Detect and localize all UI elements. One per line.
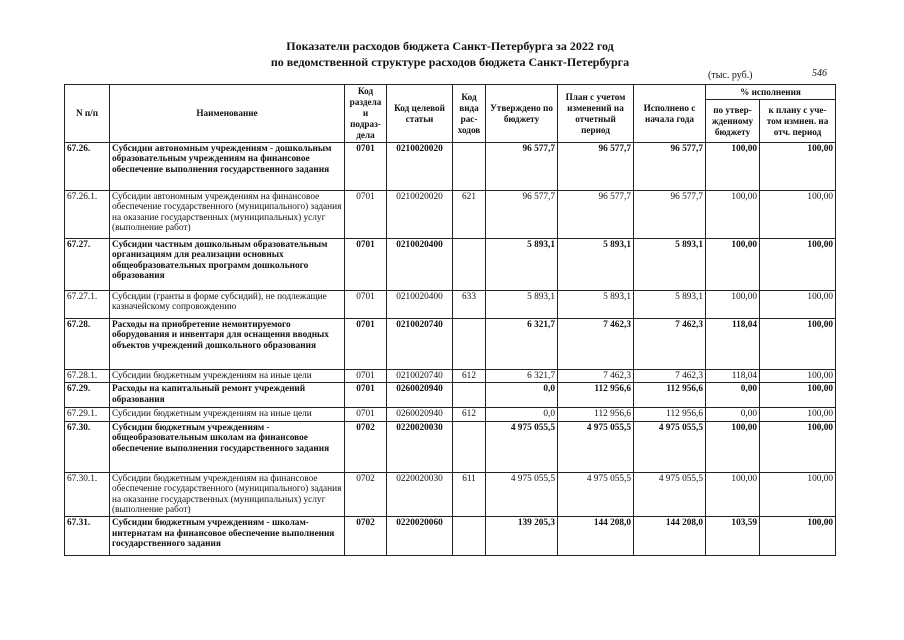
row-pct-plan: 100,00 (760, 421, 836, 472)
row-name: Субсидии бюджетным учреждениям на иные цели (110, 408, 345, 421)
row-pct-approved: 100,00 (706, 239, 760, 291)
row-number: 67.28.1. (65, 370, 110, 383)
row-pct-plan: 100,00 (760, 370, 836, 383)
row-number: 67.27.1. (65, 291, 110, 319)
row-name: Субсидии автономным учреждениям - дошкольным образовательным учреждениям на финансовое обеспечение выполнения государственного задания (110, 143, 345, 191)
row-section-code: 0701 (345, 291, 387, 319)
row-name: Субсидии бюджетным учреждениям - школам-интернатам на финансовое обеспечение выполнения государственного задания (110, 517, 345, 556)
row-executed: 96 577,7 (634, 191, 706, 239)
row-pct-approved: 100,00 (706, 291, 760, 319)
table-row (65, 191, 836, 239)
row-number: 67.27. (65, 239, 110, 291)
row-section-code: 0702 (345, 472, 387, 517)
row-type-code (453, 319, 486, 370)
table-row (65, 291, 836, 319)
row-approved: 6 321,7 (486, 319, 558, 370)
row-pct-approved: 100,00 (706, 472, 760, 517)
row-pct-plan: 100,00 (760, 319, 836, 370)
row-pct-approved: 0,00 (706, 383, 760, 408)
row-pct-plan: 100,00 (760, 143, 836, 191)
table-row (65, 421, 836, 472)
row-pct-plan: 100,00 (760, 291, 836, 319)
row-type-code: 633 (453, 291, 486, 319)
row-approved: 5 893,1 (486, 239, 558, 291)
col-header-approved: Утверждено по бюджету (486, 85, 558, 143)
row-plan: 4 975 055,5 (558, 472, 634, 517)
title-line-2: по ведомственной структуре расходов бюджета Санкт-Петербурга (270, 55, 630, 69)
row-executed: 7 462,3 (634, 319, 706, 370)
row-type-code: 612 (453, 408, 486, 421)
row-pct-plan: 100,00 (760, 408, 836, 421)
row-type-code (453, 143, 486, 191)
row-executed: 112 956,6 (634, 383, 706, 408)
row-type-code: 621 (453, 191, 486, 239)
row-target-code: 0220020030 (387, 421, 453, 472)
row-type-code (453, 383, 486, 408)
row-number: 67.30. (65, 421, 110, 472)
row-pct-approved: 0,00 (706, 408, 760, 421)
row-pct-approved: 100,00 (706, 191, 760, 239)
row-name: Субсидии автономным учреждениям на финансовое обеспечение государственного (муниципального) задания на оказание государственных (муниципальных) услуг (выполнение работ) (110, 191, 345, 239)
row-approved: 4 975 055,5 (486, 472, 558, 517)
expenditure-table (64, 84, 836, 556)
col-header-executed: Исполнено с начала года (634, 85, 706, 143)
col-header-section: Код раздела и подраз-дела (345, 85, 387, 143)
row-name: Субсидии бюджетным учреждениям - общеобразовательным школам на финансовое обеспечение выполнения государственного задания (110, 421, 345, 472)
row-section-code: 0701 (345, 319, 387, 370)
table-row (65, 517, 836, 556)
row-target-code: 0260020940 (387, 408, 453, 421)
row-section-code: 0701 (345, 239, 387, 291)
page-title (180, 38, 720, 70)
row-pct-plan: 100,00 (760, 517, 836, 556)
row-pct-approved: 103,59 (706, 517, 760, 556)
row-pct-approved: 100,00 (706, 143, 760, 191)
row-plan: 7 462,3 (558, 319, 634, 370)
row-executed: 5 893,1 (634, 239, 706, 291)
col-header-target: Код целевой статьи (387, 85, 453, 143)
row-type-code: 611 (453, 472, 486, 517)
row-target-code: 0210020020 (387, 143, 453, 191)
col-header-pct-plan: к плану с уче-том измнен. на отч. период (760, 100, 836, 143)
row-target-code: 0210020740 (387, 319, 453, 370)
row-approved: 0,0 (486, 408, 558, 421)
row-section-code: 0701 (345, 370, 387, 383)
row-pct-approved: 100,00 (706, 421, 760, 472)
row-plan: 112 956,6 (558, 408, 634, 421)
row-approved: 96 577,7 (486, 143, 558, 191)
row-plan: 5 893,1 (558, 291, 634, 319)
row-target-code: 0210020400 (387, 291, 453, 319)
table-row (65, 383, 836, 408)
row-section-code: 0701 (345, 191, 387, 239)
unit-label: (тыс. руб.) (708, 70, 753, 81)
row-section-code: 0701 (345, 143, 387, 191)
row-section-code: 0701 (345, 408, 387, 421)
row-number: 67.29. (65, 383, 110, 408)
row-type-code (453, 421, 486, 472)
page-number: 546 (812, 68, 827, 79)
row-executed: 4 975 055,5 (634, 421, 706, 472)
row-plan: 4 975 055,5 (558, 421, 634, 472)
row-name: Субсидии частным дошкольным образовательным организациям для реализации основных общеобразовательных программ дошкольного образования (110, 239, 345, 291)
table-row (65, 143, 836, 191)
row-pct-plan: 100,00 (760, 383, 836, 408)
row-approved: 0,0 (486, 383, 558, 408)
table-row (65, 319, 836, 370)
row-approved: 4 975 055,5 (486, 421, 558, 472)
row-number: 67.29.1. (65, 408, 110, 421)
row-target-code: 0210020740 (387, 370, 453, 383)
row-plan: 112 956,6 (558, 383, 634, 408)
row-approved: 6 321,7 (486, 370, 558, 383)
row-executed: 96 577,7 (634, 143, 706, 191)
table-row (65, 472, 836, 517)
row-approved: 139 205,3 (486, 517, 558, 556)
row-approved: 5 893,1 (486, 291, 558, 319)
row-target-code: 0220020060 (387, 517, 453, 556)
table-row (65, 370, 836, 383)
row-type-code (453, 239, 486, 291)
row-pct-plan: 100,00 (760, 472, 836, 517)
col-header-num: N п/п (65, 85, 110, 143)
row-section-code: 0702 (345, 517, 387, 556)
row-name: Субсидии (гранты в форме субсидий), не подлежащие казначейскому сопровождению (110, 291, 345, 319)
row-plan: 96 577,7 (558, 143, 634, 191)
row-plan: 5 893,1 (558, 239, 634, 291)
row-target-code: 0210020400 (387, 239, 453, 291)
row-type-code (453, 517, 486, 556)
row-number: 67.28. (65, 319, 110, 370)
row-executed: 7 462,3 (634, 370, 706, 383)
row-executed: 5 893,1 (634, 291, 706, 319)
row-name: Субсидии бюджетным учреждениям на иные цели (110, 370, 345, 383)
row-number: 67.26. (65, 143, 110, 191)
row-executed: 4 975 055,5 (634, 472, 706, 517)
table-row (65, 239, 836, 291)
row-pct-approved: 118,04 (706, 370, 760, 383)
row-target-code: 0220020030 (387, 472, 453, 517)
row-approved: 96 577,7 (486, 191, 558, 239)
col-header-name: Наименование (110, 85, 345, 143)
row-plan: 144 208,0 (558, 517, 634, 556)
row-name: Расходы на капитальный ремонт учреждений образования (110, 383, 345, 408)
row-name: Субсидии бюджетным учреждениям на финансовое обеспечение государственного (муниципального) задания на оказание государственных (муниципальных) услуг (выполнение работ) (110, 472, 345, 517)
row-plan: 7 462,3 (558, 370, 634, 383)
row-name: Расходы на приобретение немонтируемого оборудования и инвентаря для оснащения вводных объектов учреждений дошкольного образования (110, 319, 345, 370)
row-pct-plan: 100,00 (760, 191, 836, 239)
row-executed: 112 956,6 (634, 408, 706, 421)
row-pct-approved: 118,04 (706, 319, 760, 370)
row-target-code: 0210020020 (387, 191, 453, 239)
col-header-pct-group: % исполнения (706, 85, 836, 100)
row-plan: 96 577,7 (558, 191, 634, 239)
title-line-1: Показатели расходов бюджета Санкт-Петербурга за 2022 год (286, 39, 614, 53)
row-number: 67.26.1. (65, 191, 110, 239)
row-target-code: 0260020940 (387, 383, 453, 408)
row-number: 67.31. (65, 517, 110, 556)
col-header-pct-approved: по утвер-жденному бюджету (706, 100, 760, 143)
row-executed: 144 208,0 (634, 517, 706, 556)
col-header-plan: План с учетом изменений на отчетный период (558, 85, 634, 143)
row-type-code: 612 (453, 370, 486, 383)
row-section-code: 0701 (345, 383, 387, 408)
table-row (65, 408, 836, 421)
row-number: 67.30.1. (65, 472, 110, 517)
row-section-code: 0702 (345, 421, 387, 472)
row-pct-plan: 100,00 (760, 239, 836, 291)
col-header-type: Код вида рас-ходов (453, 85, 486, 143)
